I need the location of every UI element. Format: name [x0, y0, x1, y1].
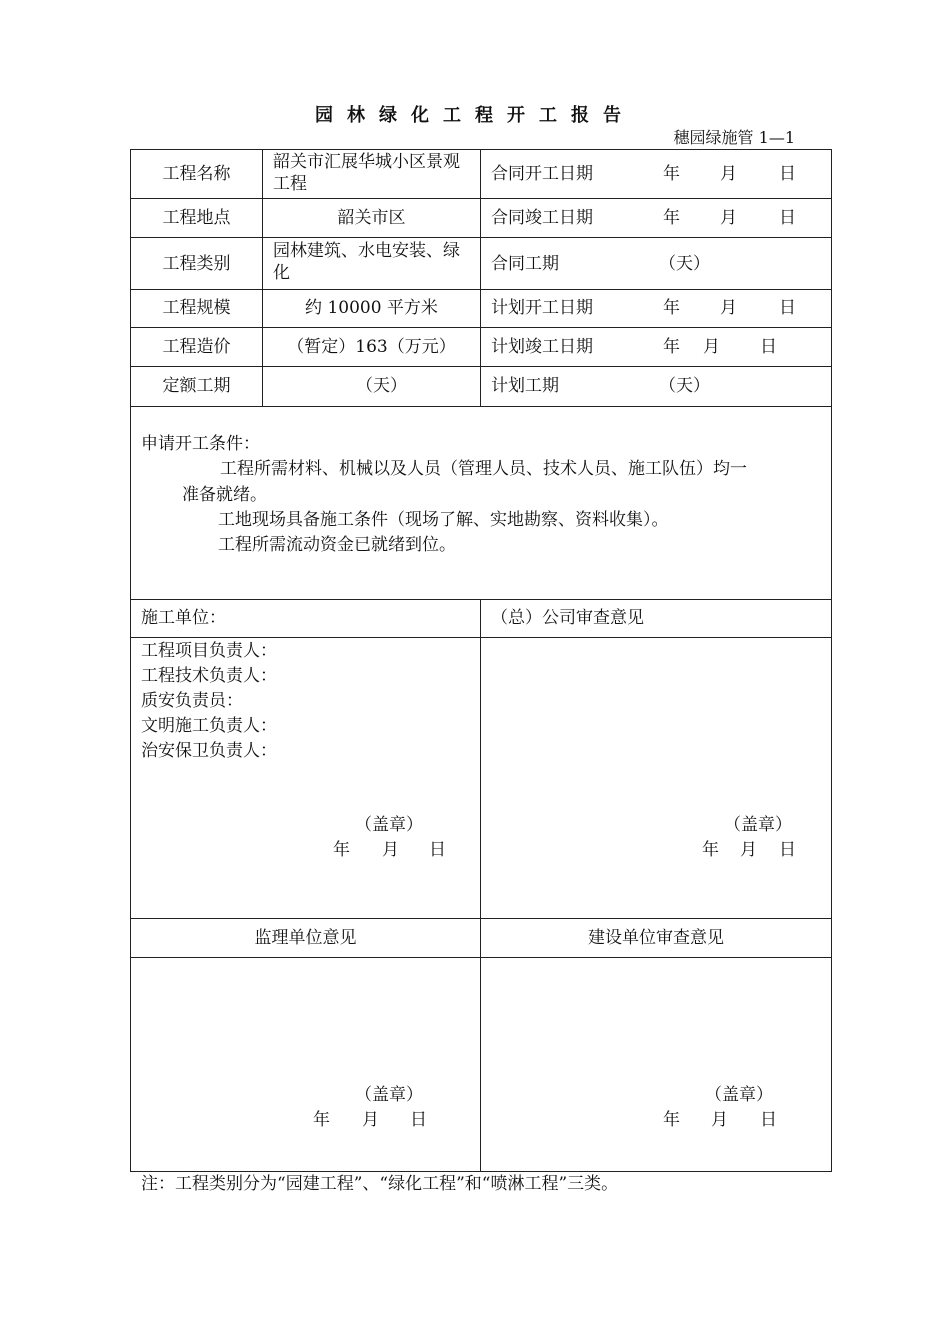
construction-unit-year: 年: [333, 840, 350, 860]
supervisor-year: 年: [313, 1110, 330, 1130]
value-project-cost: （暂定）163（万元）: [287, 337, 456, 357]
planned-duration-unit: （天）: [659, 376, 710, 396]
condition-1-line-b: 准备就绪。: [182, 485, 267, 505]
value-project-category: 园林建筑、水电安装、绿化: [273, 241, 460, 283]
contract-start-year: 年: [663, 164, 680, 184]
role-security: 治安保卫负责人：: [141, 741, 277, 761]
label-project-cost: 工程造价: [162, 337, 231, 357]
contract-start-month: 月: [720, 164, 737, 184]
construction-unit-month: 月: [382, 840, 399, 860]
supervisor-month: 月: [362, 1110, 379, 1130]
supervisor-day: 日: [410, 1110, 427, 1130]
company-review-seal: （盖章）: [724, 815, 792, 835]
construction-unit-day: 日: [429, 840, 446, 860]
label-quota-duration: 定额工期: [162, 376, 231, 396]
value-project-scale: 约 10000 平方米: [305, 298, 438, 318]
owner-review-day: 日: [760, 1110, 777, 1130]
planned-start-year: 年: [663, 298, 680, 318]
construction-unit-heading: 施工单位：: [141, 608, 226, 628]
role-project-manager: 工程项目负责人：: [141, 641, 277, 661]
label-project-category: 工程类别: [162, 254, 231, 274]
label-project-name: 工程名称: [162, 164, 231, 184]
construction-unit-seal: （盖章）: [355, 815, 423, 835]
label-project-location: 工程地点: [162, 208, 231, 228]
role-civilized-construction: 文明施工负责人：: [141, 716, 277, 736]
label-planned-duration: 计划工期: [491, 376, 559, 396]
planned-start-month: 月: [720, 298, 737, 318]
conditions-heading: 申请开工条件：: [141, 434, 260, 454]
label-contract-duration: 合同工期: [491, 254, 559, 274]
planned-finish-day: 日: [760, 337, 777, 357]
contract-finish-month: 月: [720, 208, 737, 228]
owner-review-year: 年: [663, 1110, 680, 1130]
value-quota-duration: （天）: [356, 376, 407, 396]
document-title: 园林绿化工程开工报告: [315, 105, 635, 126]
condition-1-line-a: 工程所需材料、机械以及人员（管理人员、技术人员、施工队伍）均一: [220, 459, 747, 479]
contract-duration-unit: （天）: [659, 254, 710, 274]
role-quality-safety: 质安负责员：: [141, 691, 243, 711]
contract-finish-day: 日: [779, 208, 796, 228]
form-code: 穗园绿施管 1—1: [673, 128, 795, 147]
owner-review-month: 月: [711, 1110, 728, 1130]
company-review-year: 年: [702, 840, 719, 860]
company-review-month: 月: [740, 840, 757, 860]
footnote: 注：工程类别分为“园建工程”、“绿化工程”和“喷淋工程”三类。: [141, 1174, 619, 1194]
owner-review-heading: 建设单位审查意见: [588, 928, 724, 948]
label-planned-finish: 计划竣工日期: [491, 337, 593, 357]
contract-finish-year: 年: [663, 208, 680, 228]
planned-start-day: 日: [779, 298, 796, 318]
company-review-day: 日: [779, 840, 796, 860]
planned-finish-year: 年: [663, 337, 680, 357]
label-contract-start: 合同开工日期: [491, 164, 593, 184]
supervisor-seal: （盖章）: [355, 1085, 423, 1105]
role-technical-lead: 工程技术负责人：: [141, 666, 277, 686]
owner-review-seal: （盖章）: [705, 1085, 773, 1105]
planned-finish-month: 月: [703, 337, 720, 357]
value-project-name: 韶关市汇展华城小区景观工程: [273, 152, 460, 194]
condition-3: 工程所需流动资金已就绪到位。: [218, 535, 456, 555]
contract-start-day: 日: [779, 164, 796, 184]
label-project-scale: 工程规模: [162, 298, 231, 318]
value-project-location: 韶关市区: [337, 208, 406, 228]
supervisor-heading: 监理单位意见: [254, 928, 357, 948]
label-contract-finish: 合同竣工日期: [491, 208, 593, 228]
label-planned-start: 计划开工日期: [491, 298, 593, 318]
company-review-heading: （总）公司审查意见: [491, 608, 644, 628]
condition-2: 工地现场具备施工条件（现场了解、实地勘察、资料收集）。: [218, 510, 669, 530]
